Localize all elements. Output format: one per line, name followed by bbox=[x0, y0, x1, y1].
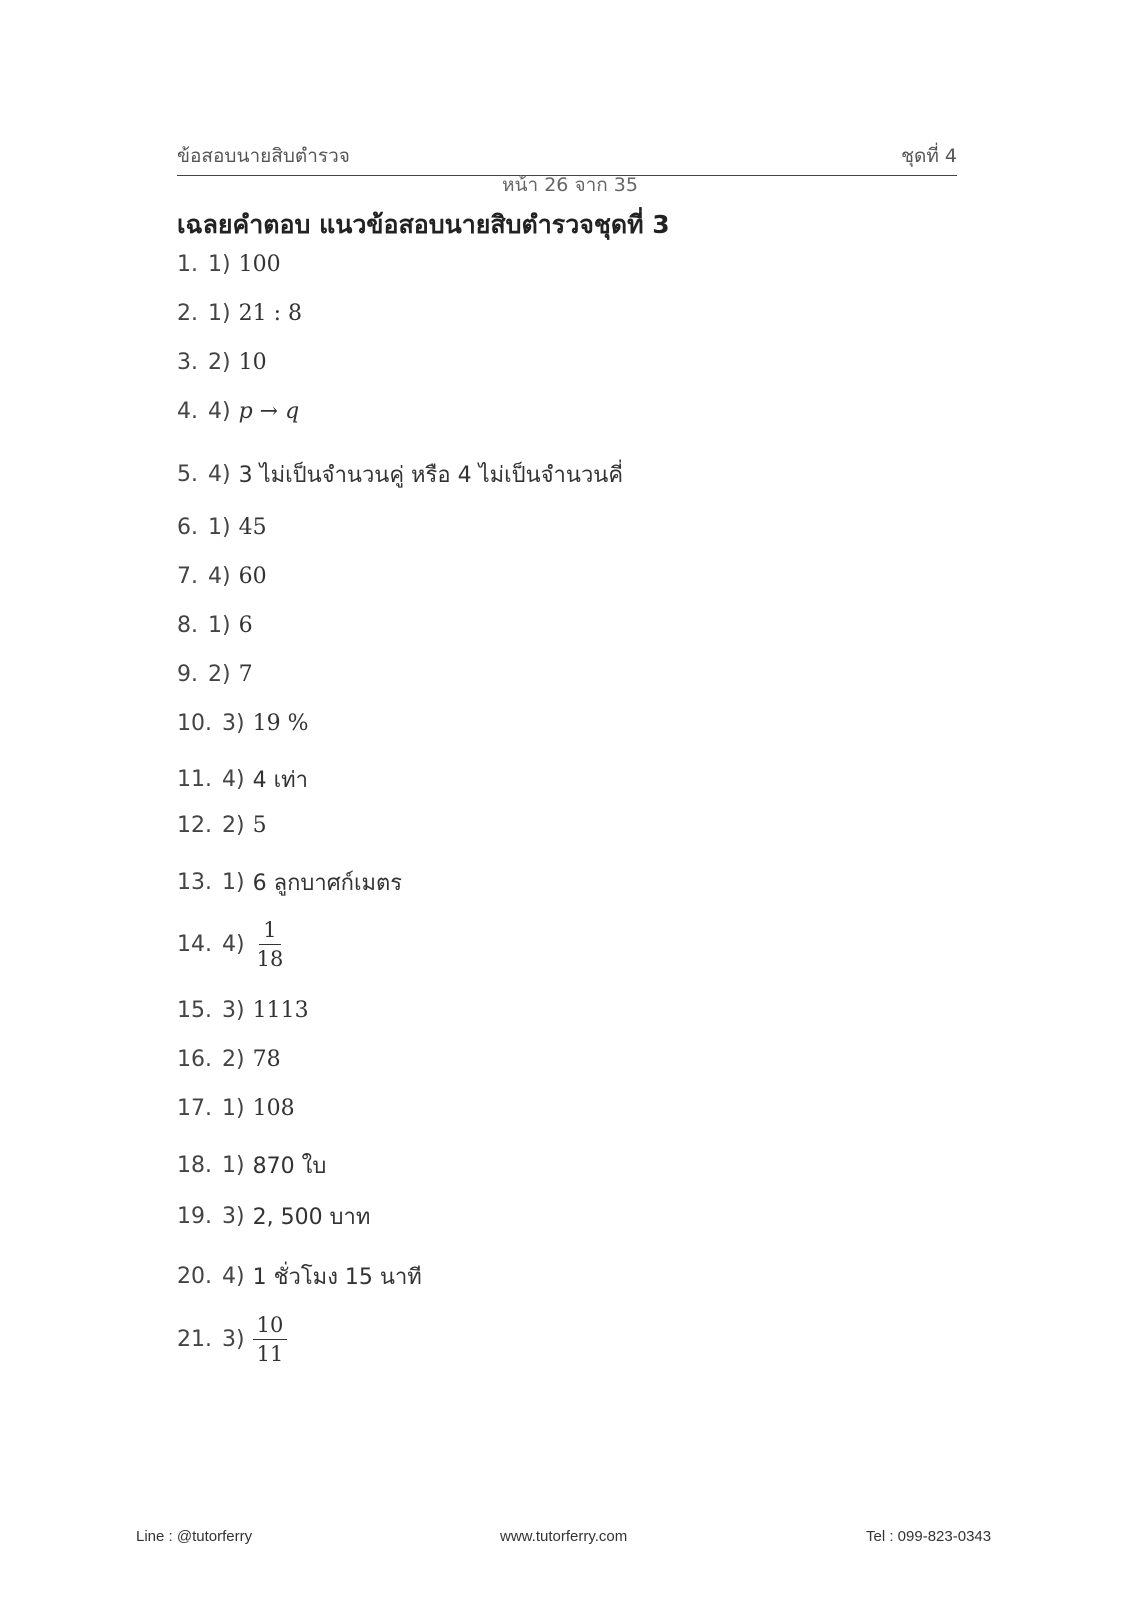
answer-value: 45 bbox=[238, 515, 267, 540]
answer-choice: 1) bbox=[208, 252, 231, 277]
answer-value: 1 ชั่วโมง 15 นาที bbox=[252, 1265, 422, 1290]
answer-item bbox=[177, 762, 308, 797]
answer-value: 2, 500 บาท bbox=[252, 1205, 371, 1230]
answer-item bbox=[177, 865, 402, 900]
answer-number: 2. bbox=[177, 301, 198, 326]
answer-value: p → q bbox=[238, 399, 300, 424]
fraction-numerator: 1 bbox=[259, 918, 280, 945]
answer-value: 6 bbox=[238, 613, 253, 638]
answer-value: 6 ลูกบาศก์เมตร bbox=[252, 871, 403, 896]
fraction-denominator: 11 bbox=[256, 1342, 284, 1366]
answer-item bbox=[177, 1199, 370, 1234]
answer-choice: 4) bbox=[222, 1264, 245, 1289]
answer-choice: 4) bbox=[222, 767, 245, 792]
footer-line-contact: Line : @tutorferry bbox=[136, 1528, 253, 1545]
answer-number: 7. bbox=[177, 564, 198, 589]
answer-item bbox=[177, 613, 253, 638]
footer-website: www.tutorferry.com bbox=[500, 1528, 628, 1545]
answer-number: 8. bbox=[177, 613, 198, 638]
answer-item bbox=[177, 457, 623, 492]
answer-number: 10. bbox=[177, 711, 212, 736]
answer-value: 5 bbox=[252, 813, 267, 838]
answer-number: 1. bbox=[177, 252, 198, 277]
page-title: เฉลยคำตอบ แนวข้อสอบนายสิบตำรวจชุดที่ 3 bbox=[177, 210, 670, 239]
answer-value: 21 : 8 bbox=[238, 301, 302, 326]
answer-item bbox=[177, 918, 287, 971]
answer-item bbox=[177, 711, 309, 736]
answer-number: 20. bbox=[177, 1264, 212, 1289]
answer-number: 3. bbox=[177, 350, 198, 375]
answer-value: 19 % bbox=[252, 711, 309, 736]
answer-choice: 1) bbox=[208, 515, 231, 540]
fraction-numerator: 10 bbox=[253, 1313, 288, 1340]
answer-value: 100 bbox=[238, 252, 281, 277]
answer-item bbox=[177, 252, 281, 277]
answer-number: 18. bbox=[177, 1153, 212, 1178]
answer-value: 60 bbox=[238, 564, 267, 589]
answer-item bbox=[177, 1047, 281, 1072]
answer-choice: 2) bbox=[222, 1047, 245, 1072]
answer-fraction bbox=[253, 1313, 288, 1366]
answer-fraction bbox=[253, 918, 288, 971]
answer-item bbox=[177, 1313, 287, 1366]
answer-number: 13. bbox=[177, 870, 212, 895]
answer-choice: 4) bbox=[222, 932, 245, 957]
answer-item bbox=[177, 998, 309, 1023]
header-exam-name: ข้อสอบนายสิบตำรวจ bbox=[177, 145, 350, 167]
answer-choice: 1) bbox=[222, 1096, 245, 1121]
footer-phone: Tel : 099-823-0343 bbox=[866, 1528, 992, 1545]
answer-value: 108 bbox=[252, 1096, 295, 1121]
answer-item bbox=[177, 350, 267, 375]
answer-value: 4 เท่า bbox=[252, 768, 308, 793]
answer-value: 870 ใบ bbox=[252, 1154, 327, 1179]
answer-number: 4. bbox=[177, 399, 198, 424]
answer-item bbox=[177, 515, 267, 540]
answer-number: 6. bbox=[177, 515, 198, 540]
answer-choice: 1) bbox=[208, 613, 231, 638]
answer-number: 5. bbox=[177, 462, 198, 487]
header-set-number: ชุดที่ 4 bbox=[901, 145, 957, 167]
answer-choice: 1) bbox=[222, 870, 245, 895]
answer-choice: 3) bbox=[222, 1204, 245, 1229]
answer-number: 16. bbox=[177, 1047, 212, 1072]
answer-value: 1113 bbox=[252, 998, 309, 1023]
answer-item bbox=[177, 1148, 326, 1183]
answer-value: 78 bbox=[252, 1047, 281, 1072]
page-header bbox=[177, 145, 957, 196]
fraction-denominator: 18 bbox=[256, 947, 284, 971]
answer-number: 12. bbox=[177, 813, 212, 838]
answer-item bbox=[177, 662, 253, 687]
answer-choice: 2) bbox=[222, 813, 245, 838]
answer-choice: 3) bbox=[222, 711, 245, 736]
answer-item bbox=[177, 1096, 295, 1121]
answer-number: 9. bbox=[177, 662, 198, 687]
answer-choice: 3) bbox=[222, 998, 245, 1023]
answer-choice: 2) bbox=[208, 350, 231, 375]
answer-choice: 3) bbox=[222, 1327, 245, 1352]
answer-number: 15. bbox=[177, 998, 212, 1023]
answer-choice: 4) bbox=[208, 462, 231, 487]
answer-number: 17. bbox=[177, 1096, 212, 1121]
answer-choice: 2) bbox=[208, 662, 231, 687]
answer-item bbox=[177, 1259, 422, 1294]
answer-item bbox=[177, 399, 299, 424]
answer-value: 7 bbox=[238, 662, 253, 687]
answer-value: 3 ไม่เป็นจำนวนคู่ หรือ 4 ไม่เป็นจำนวนคี่ bbox=[238, 463, 624, 488]
answer-item bbox=[177, 564, 267, 589]
answer-choice: 1) bbox=[222, 1153, 245, 1178]
answer-value: 10 bbox=[238, 350, 267, 375]
answer-choice: 4) bbox=[208, 399, 231, 424]
answer-number: 14. bbox=[177, 932, 212, 957]
answer-number: 19. bbox=[177, 1204, 212, 1229]
header-page-number: หน้า 26 จาก 35 bbox=[502, 174, 638, 196]
answer-choice: 1) bbox=[208, 301, 231, 326]
answer-choice: 4) bbox=[208, 564, 231, 589]
answer-item bbox=[177, 813, 267, 838]
answer-item bbox=[177, 301, 302, 326]
answer-number: 11. bbox=[177, 767, 212, 792]
answer-number: 21. bbox=[177, 1327, 212, 1352]
